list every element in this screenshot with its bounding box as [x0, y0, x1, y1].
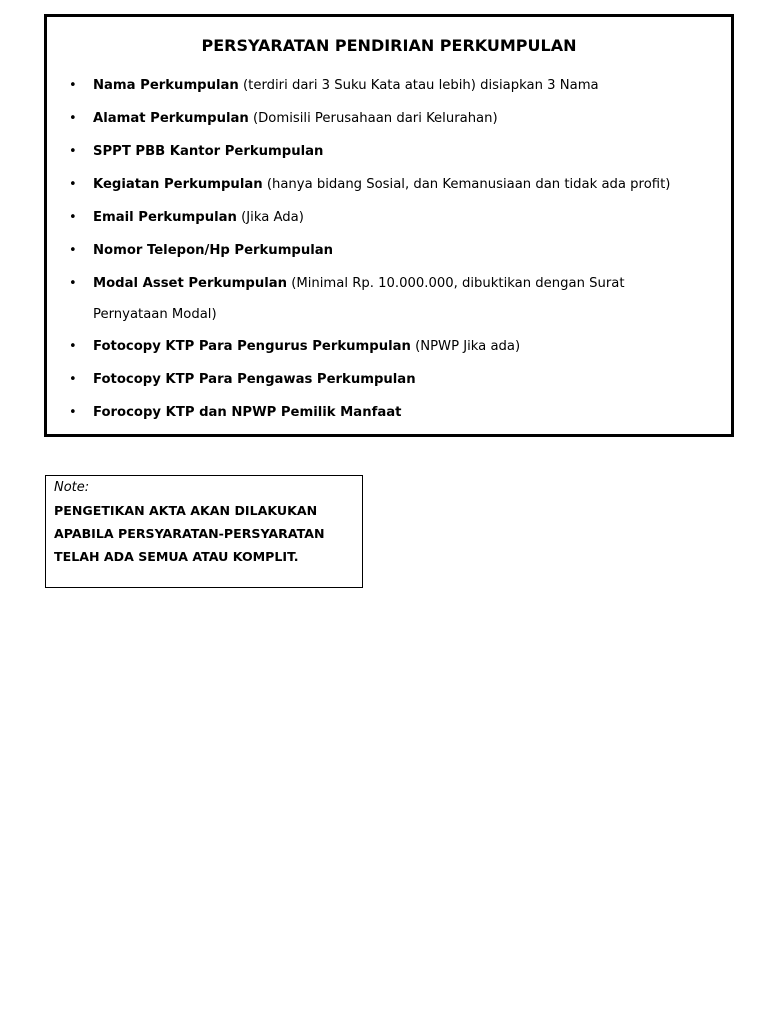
requirement-name: Forocopy KTP dan NPWP Pemilik Manfaat: [93, 405, 402, 420]
requirement-item: [47, 364, 687, 395]
requirement-name: Nomor Telepon/Hp Perkumpulan: [93, 243, 334, 258]
requirement-name: Fotocopy KTP Para Pengurus Perkumpulan: [93, 339, 411, 354]
requirement-detail: (hanya bidang Sosial, dan Kemanusiaan dan tidak ada profit): [262, 177, 671, 192]
bullet-icon: •: [69, 111, 77, 126]
requirement-item: [47, 268, 687, 330]
requirement-text: [93, 136, 687, 167]
bullet-icon: •: [69, 372, 77, 387]
requirement-name: SPPT PBB Kantor Perkumpulan: [93, 144, 324, 159]
requirement-name: Kegiatan Perkumpulan: [93, 177, 263, 192]
requirement-text: [93, 70, 687, 101]
requirement-text: [93, 103, 687, 134]
bullet-icon: •: [69, 339, 77, 354]
bullet-icon: •: [69, 78, 77, 93]
requirement-item: [47, 331, 687, 362]
requirement-name: Modal Asset Perkumpulan: [93, 276, 288, 291]
bullet-icon: •: [69, 210, 77, 225]
requirement-name: Fotocopy KTP Para Pengawas Perkumpulan: [93, 372, 416, 387]
requirement-text: [93, 202, 687, 233]
requirement-detail: (terdiri dari 3 Suku Kata atau lebih) disiapkan 3 Nama: [238, 78, 599, 93]
requirement-text: [93, 235, 687, 266]
requirement-item: [47, 136, 687, 167]
requirement-item: [47, 202, 687, 233]
requirement-detail: (NPWP Jika ada): [410, 339, 521, 354]
requirement-name: Alamat Perkumpulan: [93, 111, 249, 126]
requirement-item: [47, 103, 687, 134]
document-title: PERSYARATAN PENDIRIAN PERKUMPULAN: [201, 36, 577, 55]
requirement-text: [93, 268, 687, 330]
note-box: [45, 475, 363, 588]
note-line: TELAH ADA SEMUA ATAU KOMPLIT.: [54, 549, 299, 564]
requirement-text: [93, 169, 687, 200]
requirement-detail: (Domisili Perusahaan dari Kelurahan): [248, 111, 498, 126]
requirement-item: [47, 169, 687, 200]
bullet-icon: •: [69, 243, 77, 258]
requirement-item: [47, 70, 687, 101]
requirement-text: [93, 331, 687, 362]
requirement-text: [93, 397, 687, 428]
bullet-icon: •: [69, 144, 77, 159]
requirement-detail: (Jika Ada): [236, 210, 304, 225]
note-label: Note:: [54, 480, 90, 495]
bullet-icon: •: [69, 405, 77, 420]
requirement-detail: (Minimal Rp. 10.000.000, dibuktikan dengan Surat Pernyataan Modal): [93, 276, 625, 322]
note-line: APABILA PERSYARATAN-PERSYARATAN: [54, 526, 325, 541]
requirement-text: [93, 364, 687, 395]
requirement-name: Email Perkumpulan: [93, 210, 237, 225]
note-text: [54, 499, 354, 568]
bullet-icon: •: [69, 276, 77, 291]
requirements-box: [44, 14, 734, 437]
bullet-icon: •: [69, 177, 77, 192]
requirement-item: [47, 397, 687, 428]
note-line: PENGETIKAN AKTA AKAN DILAKUKAN: [54, 503, 318, 518]
requirement-item: [47, 235, 687, 266]
requirement-name: Nama Perkumpulan: [93, 78, 239, 93]
